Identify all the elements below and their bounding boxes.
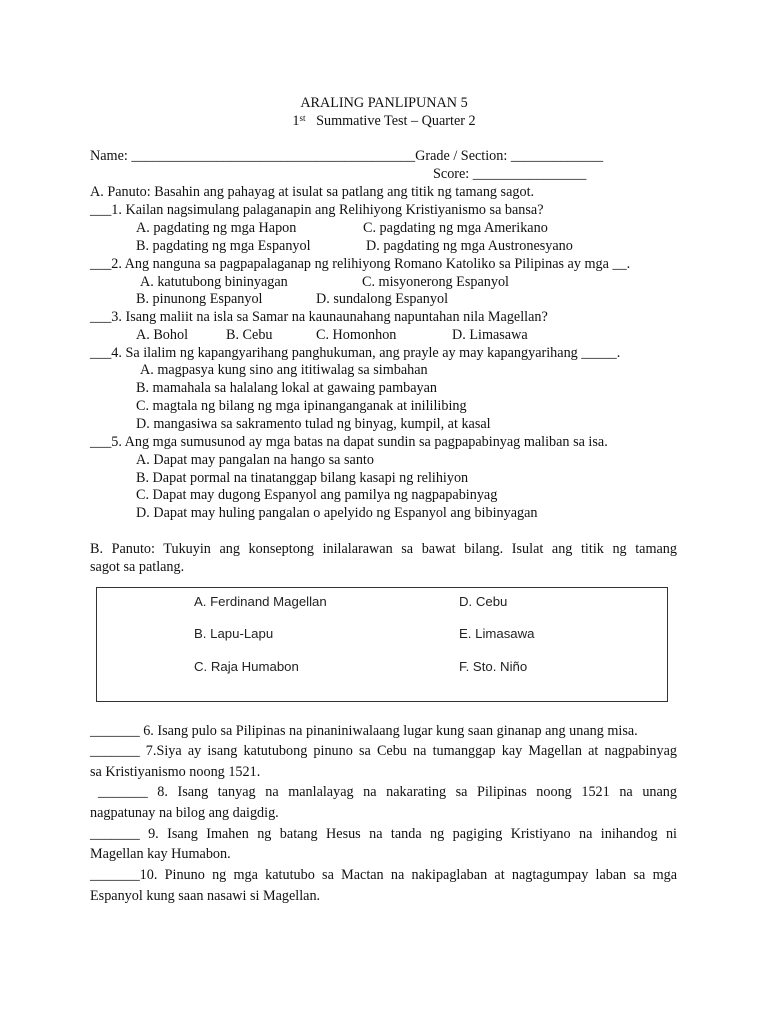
q4-choice-a: A. magpasya kung sino ang ititiwalag sa simbahan — [140, 362, 428, 378]
q3-choice-a: A. Bohol — [136, 327, 189, 343]
q5-choice-b: B. Dapat pormal na tinatanggap bilang kasapi ng relihiyon — [136, 470, 469, 486]
test-subtitle — [0, 113, 768, 130]
question-10: _______10. Pinuno ng mga katutubo sa Mactan na nakipaglaban at nagtagumpay laban sa mga — [90, 867, 677, 883]
part-a-instruction: A. Panuto: Basahin ang pahayag at isulat sa patlang ang titik ng tamang sagot. — [90, 184, 535, 200]
question-10-cont: Espanyol kung saan nasawi si Magellan. — [90, 888, 321, 904]
question-1: ___1. Kailan nagsimulang palaganapin ang Relihiyong Kristiyanismo sa bansa? — [90, 202, 544, 218]
q4-choice-c: C. magtala ng bilang ng mga ipinanganganak at inililibing — [136, 398, 467, 414]
question-5: ___5. Ang mga sumusunod ay mga batas na dapat sundin sa pagpapabinyag maliban sa isa. — [90, 434, 608, 450]
question-7: _______ 7.Siya ay isang katutubong pinuno sa Cebu na tumanggap kay Magellan at nagpabinyag — [90, 743, 677, 759]
question-4: ___4. Sa ilalim ng kapangyarihang panghukuman, ang prayle ay may kapangyarihang _____. — [90, 345, 621, 361]
page-title: ARALING PANLIPUNAN 5 — [300, 95, 468, 111]
score-field[interactable]: Score: ________________ — [433, 166, 587, 182]
option-f: F. Sto. Niño — [459, 659, 528, 674]
q1-choice-a: A. pagdating ng mga Hapon — [136, 220, 297, 236]
q4-choice-b: B. mamahala sa halalang lokal at gawaing pambayan — [136, 380, 437, 396]
name-grade-field[interactable]: Name: ________________________________________Grade / Section: _____________ — [90, 148, 604, 164]
q3-choice-b: B. Cebu — [226, 327, 273, 343]
q1-choice-b: B. pagdating ng mga Espanyol — [136, 238, 311, 254]
question-3: ___3. Isang maliit na isla sa Samar na kaunaunahang napuntahan nila Magellan? — [90, 309, 548, 325]
q5-choice-a: A. Dapat may pangalan na hango sa santo — [136, 452, 374, 468]
part-b-instruction: B. Panuto: Tukuyin ang konseptong inilalarawan sa bawat bilang. Isulat ang titik ng tamang — [90, 541, 677, 557]
option-d: D. Cebu — [459, 594, 508, 609]
q5-choice-c: C. Dapat may dugong Espanyol ang pamilya ng nagpapabinyag — [136, 487, 498, 503]
answer-choices-box — [96, 587, 668, 702]
q1-choice-d: D. pagdating ng mga Austronesyano — [366, 238, 573, 254]
q2-choice-b: B. pinunong Espanyol — [136, 291, 263, 307]
question-2: ___2. Ang nanguna sa pagpapalaganap ng relihiyong Romano Katoliko sa Pilipinas ay mga __. — [90, 256, 631, 272]
question-9-cont: Magellan kay Humabon. — [90, 846, 231, 862]
option-b: B. Lapu-Lapu — [194, 626, 274, 641]
q3-choice-d: D. Limasawa — [452, 327, 528, 343]
part-b-instruction-cont: sagot sa patlang. — [90, 559, 185, 575]
option-a: A. Ferdinand Magellan — [194, 594, 327, 609]
subtitle-text: Summative Test – Quarter 2 — [316, 113, 476, 129]
q2-choice-c: C. misyonerong Espanyol — [362, 274, 509, 290]
question-8-cont: nagpatunay na bilog ang daigdig. — [90, 805, 279, 821]
ordinal-suffix: st — [299, 113, 306, 123]
q2-choice-d: D. sundalong Espanyol — [316, 291, 449, 307]
question-8: _______ 8. Isang tanyag na manlalayag na nakarating sa Pilipinas noong 1521 na unang — [98, 784, 677, 800]
quarter-ordinal: 1 — [292, 113, 300, 129]
q1-choice-c: C. pagdating ng mga Amerikano — [363, 220, 548, 236]
question-9: _______ 9. Isang Imahen ng batang Hesus na tanda ng pagiging Kristiyano na inihandog ni — [90, 826, 677, 842]
question-7-cont: sa Kristiyanismo noong 1521. — [90, 764, 261, 780]
q3-choice-c: C. Homonhon — [316, 327, 397, 343]
q4-choice-d: D. mangasiwa sa sakramento tulad ng binyag, kumpil, at kasal — [136, 416, 491, 432]
option-e: E. Limasawa — [459, 626, 535, 641]
question-6: _______ 6. Isang pulo sa Pilipinas na pinaniniwalaang lugar kung saan ginanap ang unang misa. — [90, 723, 638, 739]
q5-choice-d: D. Dapat may huling pangalan o apelyido ng Espanyol ang bibinyagan — [136, 505, 538, 521]
q2-choice-a: A. katutubong bininyagan — [140, 274, 288, 290]
option-c: C. Raja Humabon — [194, 659, 299, 674]
